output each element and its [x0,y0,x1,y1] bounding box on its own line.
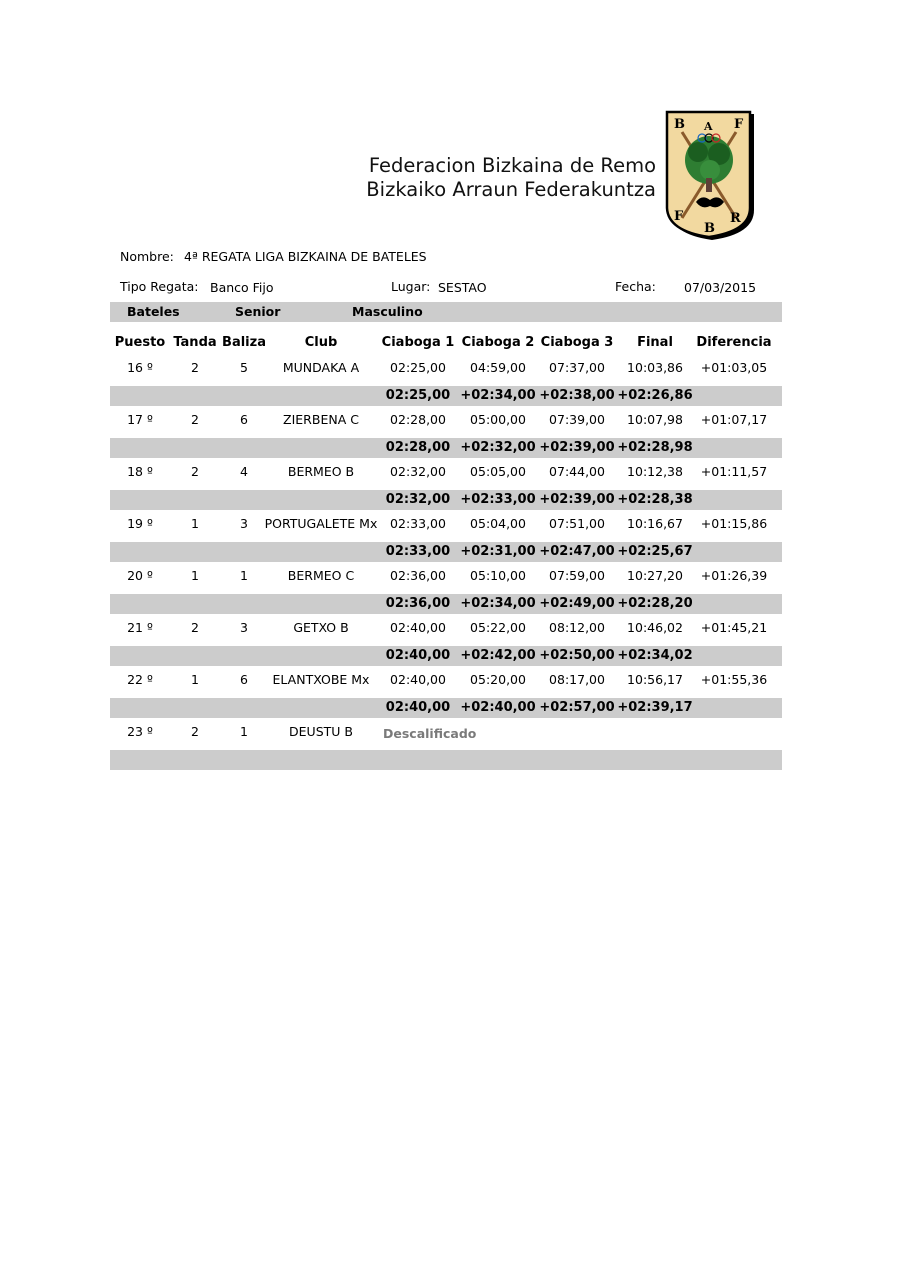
lugar-label: Lugar: [391,279,431,294]
cell-tanda: 1 [191,672,199,687]
split-1: 02:28,00 [385,440,451,455]
cell-c1: 02:32,00 [390,464,446,479]
cell-baliza: 3 [240,516,248,531]
split-3: +02:38,00 [539,388,615,403]
cell-dif: +01:45,21 [700,620,768,635]
cell-c3: 07:51,00 [549,516,605,531]
split-3: +02:50,00 [539,648,615,663]
split-2: +02:31,00 [460,544,536,559]
cell-c1: 02:28,00 [390,412,446,427]
cell-puesto: 20 º [127,568,153,583]
cell-club: ELANTXOBE Mx [272,672,370,687]
logo-letter-1: B [674,117,685,132]
split-1: 02:33,00 [385,544,451,559]
cell-club: GETXO B [293,620,349,635]
cell-c3: 08:17,00 [549,672,605,687]
split-3: +02:57,00 [539,700,615,715]
org-name-spanish: Federacion Bizkaina de Remo [368,154,656,177]
column-header-c2: Ciaboga 2 [461,335,535,350]
cell-c1: 02:40,00 [390,620,446,635]
split-3: +02:47,00 [539,544,615,559]
cell-c3: 08:12,00 [549,620,605,635]
lugar-value: SESTAO [438,280,487,295]
cell-puesto: 19 º [127,516,153,531]
split-3: +02:39,00 [539,492,615,507]
column-header-c3: Ciaboga 3 [540,335,614,350]
section-boat: Bateles [127,304,180,319]
regatta-name: 4ª REGATA LIGA BIZKAINA DE BATELES [184,249,427,264]
column-header-tanda: Tanda [173,335,217,350]
split-band [110,750,782,770]
cell-club: ZIERBENA C [283,412,359,427]
cell-c1: 02:33,00 [390,516,446,531]
cell-c3: 07:59,00 [549,568,605,583]
split-4: +02:34,02 [617,648,693,663]
cell-tanda: 2 [191,464,199,479]
cell-dif: +01:55,36 [700,672,768,687]
logo-letter-5: B [704,221,715,236]
cell-c2: 05:10,00 [470,568,526,583]
cell-tanda: 1 [191,516,199,531]
cell-c3: 07:37,00 [549,360,605,375]
tipo-label: Tipo Regata: [120,279,199,294]
split-1: 02:32,00 [385,492,451,507]
split-2: +02:34,00 [460,596,536,611]
cell-dif: +01:15,86 [700,516,768,531]
cell-final: 10:07,98 [627,412,683,427]
cell-puesto: 22 º [127,672,153,687]
split-3: +02:49,00 [539,596,615,611]
fecha-value: 07/03/2015 [684,280,757,295]
split-4: +02:39,17 [617,700,693,715]
cell-tanda: 2 [191,724,199,739]
cell-final: 10:27,20 [627,568,683,583]
cell-c3: 07:39,00 [549,412,605,427]
cell-baliza: 6 [240,672,248,687]
split-1: 02:36,00 [385,596,451,611]
column-header-club: Club [304,335,338,350]
split-2: +02:40,00 [460,700,536,715]
column-header-puesto: Puesto [114,335,166,350]
cell-c2: 05:00,00 [470,412,526,427]
cell-tanda: 2 [191,412,199,427]
split-4: +02:26,86 [617,388,693,403]
cell-final: 10:56,17 [627,672,683,687]
tree-trunk [706,178,712,192]
split-4: +02:28,20 [617,596,693,611]
cell-final: 10:46,02 [627,620,683,635]
cell-tanda: 2 [191,620,199,635]
section-band [110,302,782,322]
cell-puesto: 17 º [127,412,153,427]
split-4: +02:25,67 [617,544,693,559]
cell-tanda: 1 [191,568,199,583]
split-1: 02:40,00 [385,648,451,663]
split-2: +02:33,00 [460,492,536,507]
cell-dif: +01:26,39 [700,568,768,583]
cell-final: 10:16,67 [627,516,683,531]
cell-c2: 05:05,00 [470,464,526,479]
cell-baliza: 1 [240,568,248,583]
cell-c3: 07:44,00 [549,464,605,479]
cell-puesto: 18 º [127,464,153,479]
logo-letter-6: R [730,211,741,226]
split-2: +02:42,00 [460,648,536,663]
cell-baliza: 3 [240,620,248,635]
fecha-label: Fecha: [615,279,656,294]
split-4: +02:28,38 [617,492,693,507]
org-name-basque: Bizkaiko Arraun Federakuntza [366,178,656,201]
cell-dif: +01:11,57 [700,464,768,479]
cell-c1: 02:36,00 [390,568,446,583]
cell-baliza: 6 [240,412,248,427]
cell-c1: 02:40,00 [390,672,446,687]
cell-dif: +01:03,05 [700,360,768,375]
cell-club: MUNDAKA A [282,360,360,375]
cell-tanda: 2 [191,360,199,375]
status-disqualified: Descalificado [383,726,477,741]
section-gender: Masculino [352,304,423,319]
cell-club: BERMEO B [287,464,355,479]
split-3: +02:39,00 [539,440,615,455]
cell-puesto: 21 º [127,620,153,635]
logo-letter-2: A [704,120,713,133]
federation-crest-icon [664,110,760,242]
cell-c2: 05:04,00 [470,516,526,531]
logo-letter-3: F [734,117,744,132]
cell-club: DEUSTU B [289,724,353,739]
column-header-final: Final [637,335,673,350]
cell-c2: 04:59,00 [470,360,526,375]
cell-c1: 02:25,00 [390,360,446,375]
cell-baliza: 4 [240,464,248,479]
cell-baliza: 5 [240,360,248,375]
cell-final: 10:12,38 [627,464,683,479]
cell-puesto: 16 º [127,360,153,375]
nombre-label: Nombre: [120,249,174,264]
tree-leaf-1 [688,142,708,162]
cell-baliza: 1 [240,724,248,739]
section-category: Senior [235,304,281,319]
split-4: +02:28,98 [617,440,693,455]
cell-dif: +01:07,17 [700,412,768,427]
logo-letter-4: F [674,209,684,224]
column-header-c1: Ciaboga 1 [381,335,455,350]
cell-puesto: 23 º [127,724,153,739]
tipo-value: Banco Fijo [210,280,274,295]
cell-club: BERMEO C [287,568,355,583]
column-header-dif: Diferencia [696,335,772,350]
cell-c2: 05:22,00 [470,620,526,635]
split-1: 02:25,00 [385,388,451,403]
cell-c2: 05:20,00 [470,672,526,687]
split-2: +02:34,00 [460,388,536,403]
split-1: 02:40,00 [385,700,451,715]
cell-club: PORTUGALETE Mx [264,516,378,531]
cell-final: 10:03,86 [627,360,683,375]
split-2: +02:32,00 [460,440,536,455]
column-header-baliza: Baliza [222,335,266,350]
tree-leaf-3 [700,160,720,180]
